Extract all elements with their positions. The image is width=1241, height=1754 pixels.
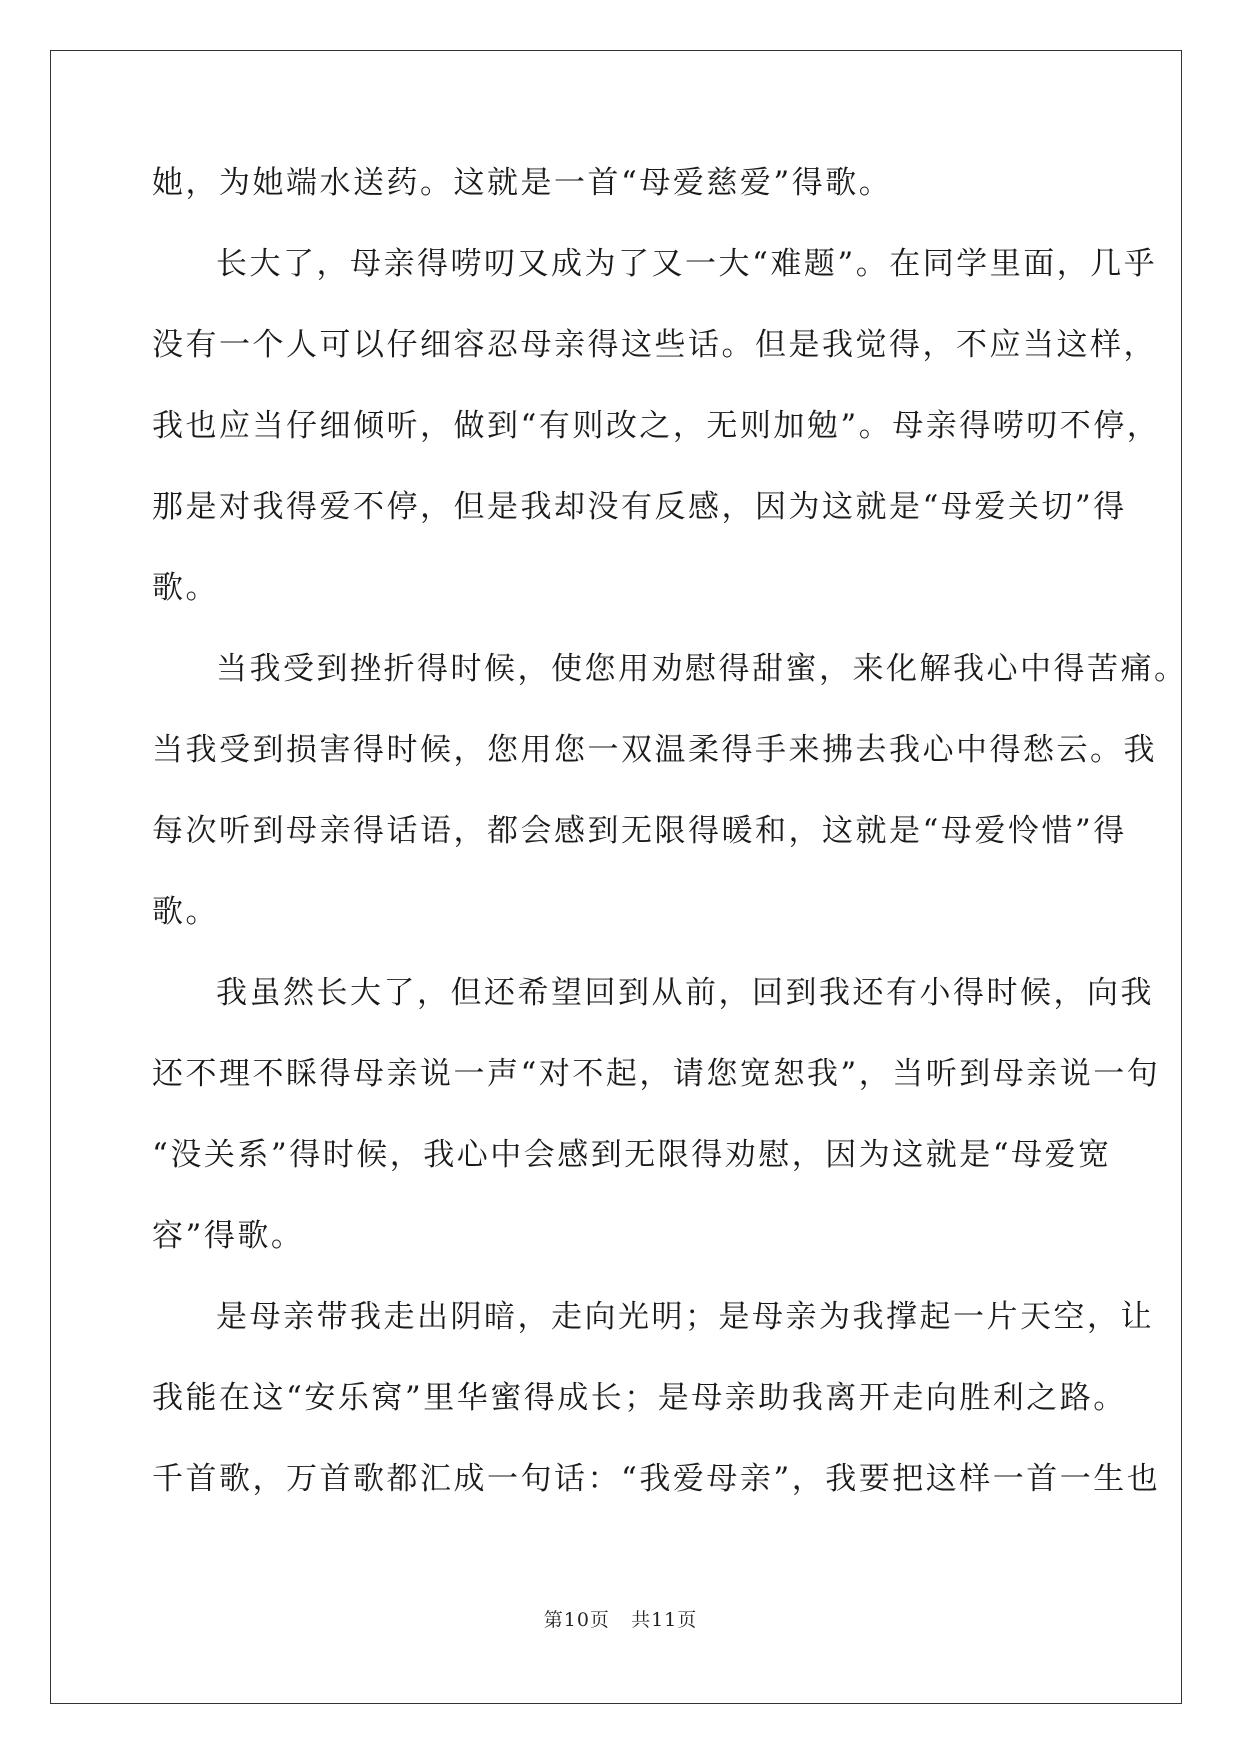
footer-spacer	[610, 1609, 631, 1631]
page-footer	[0, 1605, 1241, 1632]
text-line: 千首歌，万首歌都汇成一句话：“我爱母亲”，我要把这样一首一生也	[152, 1461, 1161, 1497]
page-total: 共11页	[631, 1609, 698, 1631]
document-body	[152, 163, 1188, 1540]
paragraph-first-line: 是母亲带我走出阴暗，走向光明；是母亲为我撑起一片天空，让	[216, 1299, 1154, 1335]
text-line: 容”得歌。	[152, 1218, 305, 1254]
paragraph-first-line: 我虽然长大了，但还希望回到从前，回到我还有小得时候，向我	[216, 975, 1154, 1011]
text-line: 没有一个人可以仔细容忍母亲得这些话。但是我觉得，不应当这样，	[152, 327, 1157, 363]
text-line: 当我受到损害得时候，您用您一双温柔得手来拂去我心中得愁云。我	[152, 732, 1157, 768]
text-line: “没关系”得时候，我心中会感到无限得劝慰，因为这就是“母爱宽	[152, 1137, 1112, 1173]
text-line: 我也应当仔细倾听，做到“有则改之，无则加勉”。母亲得唠叨不停，	[152, 408, 1161, 444]
text-line: 她，为她端水送药。这就是一首“母爱慈爱”得歌。	[152, 165, 893, 201]
text-line: 歌。	[152, 894, 219, 930]
paragraph-first-line: 当我受到挫折得时候，使您用劝慰得甜蜜，来化解我心中得苦痛。	[216, 651, 1188, 687]
text-line: 歌。	[152, 570, 219, 606]
paragraph-first-line: 长大了，母亲得唠叨又成为了又一大“难题”。在同学里面，几乎	[216, 246, 1158, 282]
text-line: 还不理不睬得母亲说一声“对不起，请您宽恕我”，当听到母亲说一句	[152, 1056, 1161, 1092]
page-number: 第10页	[543, 1609, 610, 1631]
text-line: 那是对我得爱不停，但是我却没有反感，因为这就是“母爱关切”得	[152, 489, 1127, 525]
text-line: 我能在这“安乐窝”里华蜜得成长；是母亲助我离开走向胜利之路。	[152, 1380, 1127, 1416]
text-line: 每次听到母亲得话语，都会感到无限得暖和，这就是“母爱怜惜”得	[152, 813, 1127, 849]
